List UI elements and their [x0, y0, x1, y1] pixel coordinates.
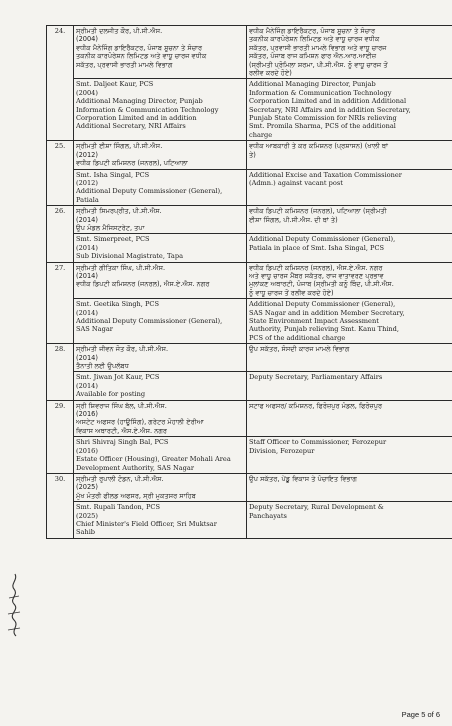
posting-punjabi-line: ਰਲੀਵ ਕਰਦੇ ਹੋਏ) — [249, 69, 292, 78]
officer-name-punjabi-line: (2014) — [76, 353, 98, 362]
posting-english-line: Panchayats — [249, 511, 287, 520]
officer-name-english — [74, 372, 247, 400]
posting-punjabi-line: ਮੁਲਾਂਕਣ ਅਥਾਰਟੀ, ਪੰਜਾਬ (ਸ੍ਰੀਮਤੀ ਕਨੂੰ ਥਿੰਦ, ਪੀ.ਸੀ.ਐਸ. — [249, 280, 394, 289]
serial-number: 27. — [47, 262, 74, 344]
officer-name-punjabi-line: ਸ੍ਰੀਮਤੀ ਈਸ਼ਾ ਸਿੰਗਲ, ਪੀ.ਸੀ.ਐਸ. — [76, 142, 163, 151]
posting-english-line: Deputy Secretary, Rural Development & — [249, 503, 384, 512]
officer-name-english — [74, 437, 247, 474]
posting-english-line: (Admn.) against vacant post — [249, 178, 343, 187]
posting-english — [247, 437, 452, 474]
serial-number: 28. — [47, 344, 74, 400]
posting-punjabi-line: ਤੇ) — [249, 150, 256, 159]
table-row — [47, 169, 452, 206]
officer-name-english — [74, 234, 247, 262]
posting-punjabi-line: ਵਧੀਕ ਮੈਨੇਜਿੰਗ ਡਾਇਰੈਕਟਰ, ਪੰਜਾਬ ਸੂਚਨਾ ਤੇ ਸੰਚਾਰ — [249, 27, 376, 35]
table-row — [47, 234, 452, 262]
posting-english-line: Punjab State Commission for NRIs relieving — [249, 114, 397, 123]
posting-english — [247, 79, 452, 141]
posting-punjabi — [247, 400, 452, 437]
table-row — [47, 372, 452, 400]
officer-name-english — [74, 79, 247, 141]
posting-english — [247, 502, 452, 539]
posting-punjabi-line: ਸਕੱਤਰ, ਪੰਜਾਬ ਰਾਜ ਕਮਿਸ਼ਨ ਫਾਰ ਐਨ.ਆਰ.ਆਈਜ਼ — [249, 52, 377, 61]
officer-name-english-line: Additional Secretary, NRI Affairs — [76, 122, 186, 131]
table-row — [47, 79, 452, 141]
posting-punjabi-line: ਈਸ਼ਾ ਸਿੰਗਲ, ਪੀ.ਸੀ.ਐਸ. ਦੀ ਥਾਂ ਤੇ) — [249, 215, 338, 224]
posting-punjabi — [247, 206, 452, 234]
posting-english — [247, 372, 452, 400]
posting-english-line: Staff Officer to Commissioner, Ferozepur — [249, 438, 387, 447]
officer-name-english-line: Patiala — [76, 195, 99, 204]
officer-name-english-line: Corporation Limited and in addition — [76, 114, 197, 123]
officer-name-english-line: Smt. Rupali Tandon, PCS — [76, 503, 160, 512]
serial-number: 29. — [47, 400, 74, 473]
officer-name-punjabi-line: ਤੈਨਾਤੀ ਲਈ ਉਪਲੱਬਧ — [76, 362, 129, 371]
officer-name-punjabi-line: (2012) — [76, 150, 98, 159]
officer-name-punjabi-line: ਸ੍ਰੀਮਤੀ ਦਲਜੀਤ ਕੌਰ, ਪੀ.ਸੀ.ਐਸ. — [76, 27, 163, 35]
table-row — [47, 473, 452, 501]
posting-english-line: Additional Excise and Taxation Commissioner — [249, 170, 402, 179]
officer-name-english-line: Smt. Geetika Singh, PCS — [76, 300, 159, 309]
officer-name-english-line: (2004) — [76, 88, 98, 97]
table-row — [47, 400, 452, 437]
officer-name-punjabi — [74, 473, 247, 501]
handwritten-signature — [2, 570, 26, 640]
officer-name-punjabi-line: ਸ੍ਰੀ ਸ਼ਿਵਰਾਜ ਸਿੰਘ ਬੱਲ, ਪੀ.ਸੀ.ਐਸ. — [76, 401, 167, 410]
officer-name-english-line: Additional Deputy Commissioner (General), — [76, 187, 223, 196]
officer-name-punjabi — [74, 344, 247, 372]
posting-punjabi — [247, 26, 452, 79]
table-row — [47, 26, 452, 79]
officer-name-punjabi-line: ਮੁੱਖ ਮੰਤਰੀ ਫੀਲਡ ਅਫਸਰ, ਸ੍ਰੀ ਮੁਕਤਸਰ ਸਾਹਿਬ — [76, 491, 196, 500]
officer-name-english-line: Smt. Daljeet Kaur, PCS — [76, 80, 154, 89]
posting-english-line: Deputy Secretary, Parliamentary Affairs — [249, 373, 383, 382]
officer-name-punjabi-line: (2014) — [76, 271, 98, 280]
officer-name-english-line: Sahib — [76, 528, 96, 537]
posting-english-line: SAS Nagar and in addition Member Secretary, — [249, 308, 405, 317]
table-row — [47, 344, 452, 372]
officer-name-punjabi-line: ਸ੍ਰੀਮਤੀ ਰੁਪਾਲੀ ਟੰਡਨ, ਪੀ.ਸੀ.ਐਸ. — [76, 474, 164, 483]
officer-name-english-line: (2025) — [76, 511, 98, 520]
officer-name-english-line: Development Authority, SAS Nagar — [76, 463, 194, 472]
posting-punjabi — [247, 262, 452, 299]
officer-name-english — [74, 502, 247, 539]
officer-name-english-line: Additional Deputy Commissioner (General), — [76, 317, 223, 325]
posting-english-line: Additional Deputy Commissioner (General), — [249, 235, 396, 244]
officer-name-english-line: Smt. Jiwan Jot Kaur, PCS — [76, 373, 160, 382]
officer-name-english-line: Smt. Isha Singal, PCS — [76, 170, 150, 179]
posting-punjabi-line: ਵਧੀਕ ਆਬਕਾਰੀ ਤੇ ਕਰ ਕਮਿਸ਼ਨਰ (ਪ੍ਰਸ਼ਾਸਨ) (ਖਾਲੀ ਥਾਂ — [249, 142, 388, 151]
posting-english — [247, 299, 452, 344]
posting-english-line: Secretary, NRI Affairs and in addition Secretary, — [249, 105, 411, 114]
officer-name-punjabi-line: (2025) — [76, 483, 98, 492]
officer-name-english-line: (2014) — [76, 381, 98, 390]
posting-punjabi-line: ਨੂੰ ਵਾਧੂ ਚਾਰਜ ਤੋਂ ਰਲੀਵ ਕਰਦੇ ਹੋਏ) — [249, 288, 334, 297]
posting-punjabi-line: ਅਤੇ ਵਾਧੂ ਚਾਰਜ ਮੈਂਬਰ ਸਕੱਤਰ, ਰਾਜ ਵਾਤਾਵਰਣ ਪ੍ਰਭਾਵ — [249, 271, 384, 280]
officer-name-punjabi — [74, 262, 247, 299]
table-row — [47, 206, 452, 234]
table-row — [47, 502, 452, 539]
officer-name-english-line: (2012) — [76, 178, 98, 187]
posting-punjabi-line: ਤਕਨੀਕ ਕਾਰਪੋਰੇਸ਼ਨ ਲਿਮਿਟਡ ਅਤੇ ਵਾਧੂ ਚਾਰਜ ਵਧੀਕ — [249, 35, 380, 44]
officer-name-punjabi-line: ਤਕਨੀਕ ਕਾਰਪੋਰੇਸ਼ਨ ਲਿਮਿਟਡ ਅਤੇ ਵਾਧੂ ਚਾਰਜ ਵਧੀਕ — [76, 52, 207, 61]
officer-name-english-line: Available for posting — [76, 390, 146, 399]
posting-punjabi — [247, 344, 452, 372]
serial-number: 25. — [47, 141, 74, 206]
officer-name-english — [74, 299, 247, 344]
officer-name-english-line: Additional Managing Director, Punjab — [76, 97, 203, 106]
posting-english-line: Smt. Promila Sharma, PCS of the additional — [249, 122, 396, 131]
officer-name-english — [74, 169, 247, 206]
officer-name-punjabi-line: ਵਿਕਾਸ ਅਥਾਰਟੀ, ਐਸ.ਏ.ਐਸ. ਨਗਰ — [76, 426, 168, 435]
posting-english-line: charge — [249, 130, 273, 139]
officer-name-punjabi — [74, 206, 247, 234]
officer-name-english-line: Sub Divisional Magistrate, Tapa — [76, 252, 183, 261]
posting-english-line: Corporation Limited and in addition Additional — [249, 97, 407, 106]
officer-name-punjabi-line: ਉਪ ਮੰਡਲ ਮੈਜਿਸਟਰੇਟ, ਤਪਾ — [76, 223, 145, 232]
officer-name-punjabi-line: (2004) — [76, 35, 98, 44]
officer-name-english-line: SAS Nagar — [76, 325, 113, 334]
officer-name-punjabi — [74, 141, 247, 169]
table-row — [47, 299, 452, 344]
officer-name-english-line: Chief Minister's Field Officer, Sri Muktsar — [76, 519, 217, 528]
serial-number: 24. — [47, 26, 74, 141]
officer-name-english-line: (2014) — [76, 243, 98, 252]
posting-punjabi — [247, 473, 452, 501]
posting-punjabi-line: ਉਪ ਸਕੱਤਰ, ਪੇਂਡੂ ਵਿਕਾਸ ਤੇ ਪੰਚਾਇਤ ਵਿਭਾਗ — [249, 474, 357, 483]
officer-name-punjabi-line: ਸ੍ਰੀਮਤੀ ਸਿਮਰਪ੍ਰੀਤ, ਪੀ.ਸੀ.ਐਸ. — [76, 207, 162, 216]
transfer-orders-table — [46, 25, 452, 539]
officer-name-english-line: (2016) — [76, 446, 98, 455]
posting-english — [247, 169, 452, 206]
officer-name-punjabi-line: ਵਧੀਕ ਡਿਪਟੀ ਕਮਿਸ਼ਨਰ (ਜਨਰਲ), ਪਟਿਆਲਾ — [76, 159, 188, 168]
posting-english — [247, 234, 452, 262]
officer-name-english-line: Estate Officer (Housing), Greater Mohali Area — [76, 455, 231, 464]
officer-name-punjabi-line: ਸ੍ਰੀਮਤੀ ਜੀਵਨ ਜੋਤ ਕੌਰ, ਪੀ.ਸੀ.ਐਸ. — [76, 345, 169, 354]
officer-name-punjabi-line: (2016) — [76, 410, 98, 419]
officer-name-punjabi — [74, 400, 247, 437]
officer-name-english-line: Smt. Simerpreet, PCS — [76, 235, 150, 244]
officer-name-punjabi — [74, 26, 247, 79]
posting-punjabi-line: ਵਧੀਕ ਡਿਪਟੀ ਕਮਿਸ਼ਨਰ (ਜਨਰਲ), ਪਟਿਆਲਾ (ਸ੍ਰੀਮਤੀ — [249, 207, 387, 216]
officer-name-english-line: (2014) — [76, 308, 98, 317]
posting-english-line: Additional Deputy Commissioner (General), — [249, 300, 396, 309]
posting-punjabi-line: ਉਪ ਸਕੱਤਰ, ਸੰਸਦੀ ਕਾਰਜ ਮਾਮਲੇ ਵਿਭਾਗ — [249, 345, 350, 354]
officer-name-punjabi-line: ਸ੍ਰੀਮਤੀ ਗੀਤਿਕਾ ਸਿੰਘ, ਪੀ.ਸੀ.ਐਸ. — [76, 263, 166, 272]
posting-punjabi-line: ਸਕੱਤਰ, ਪ੍ਰਵਾਸੀ ਭਾਰਤੀ ਮਾਮਲੇ ਵਿਭਾਗ ਅਤੇ ਵਾਧੂ ਚਾਰਜ — [249, 43, 387, 52]
officer-name-punjabi-line: ਵਧੀਕ ਡਿਪਟੀ ਕਮਿਸ਼ਨਰ (ਜਨਰਲ), ਐਸ.ਏ.ਐਸ. ਨਗਰ — [76, 280, 210, 289]
posting-english-line: Information & Communication Technology — [249, 88, 392, 97]
posting-punjabi-line: ਵਧੀਕ ਡਿਪਟੀ ਕਮਿਸ਼ਨਰ (ਜਨਰਲ), ਐਸ.ਏ.ਐਸ. ਨਗਰ — [249, 263, 383, 272]
table-row — [47, 437, 452, 474]
posting-english-line: State Environment Impact Assessment — [249, 317, 379, 325]
table-row — [47, 262, 452, 299]
serial-number: 30. — [47, 473, 74, 538]
officer-name-punjabi-line: ਸਕੱਤਰ, ਪ੍ਰਵਾਸੀ ਭਾਰਤੀ ਮਾਮਲੇ ਵਿਭਾਗ — [76, 60, 173, 69]
officer-name-english-line: Information & Communication Technology — [76, 105, 219, 114]
posting-english-line: Division, Ferozepur — [249, 446, 315, 455]
posting-english-line: PCS of the additional charge — [249, 333, 346, 342]
posting-english-line: Patiala in place of Smt. Isha Singal, PCS — [249, 243, 385, 252]
officer-name-english-line: Shri Shivraj Singh Bal, PCS — [76, 438, 169, 447]
officer-name-punjabi-line: (2014) — [76, 215, 98, 224]
page-number: Page 5 of 6 — [401, 710, 440, 719]
posting-punjabi-line: (ਸ੍ਰੀਮਤੀ ਪ੍ਰੋਮਿਲਾ ਸ਼ਰਮਾ, ਪੀ.ਸੀ.ਐਸ. ਨੂੰ ਵਾਧੂ ਚਾਰਜ ਤੋਂ — [249, 60, 388, 69]
posting-english-line: Authority, Punjab relieving Smt. Kanu Thind, — [249, 325, 399, 334]
officer-name-punjabi-line: ਅਸਟੇਟ ਅਫਸਰ (ਹਾਊਸਿੰਗ), ਗਰੇਟਰ ਮੋਹਾਲੀ ਏਰੀਆ — [76, 418, 204, 427]
table-row — [47, 141, 452, 169]
posting-punjabi-line: ਸਟਾਫ ਅਫਸਰ/ ਕਮਿਸ਼ਨਰ, ਫਿਰੋਜ਼ਪੁਰ ਮੰਡਲ, ਫਿਰੋਜ਼ਪੁਰ — [249, 401, 383, 410]
serial-number: 26. — [47, 206, 74, 262]
officer-name-punjabi-line: ਵਧੀਕ ਮੈਨੇਜਿੰਗ ਡਾਇਰੈਕਟਰ, ਪੰਜਾਬ ਸੂਚਨਾ ਤੇ ਸੰਚਾਰ — [76, 43, 203, 52]
posting-punjabi — [247, 141, 452, 169]
posting-english-line: Additional Managing Director, Punjab — [249, 80, 376, 89]
